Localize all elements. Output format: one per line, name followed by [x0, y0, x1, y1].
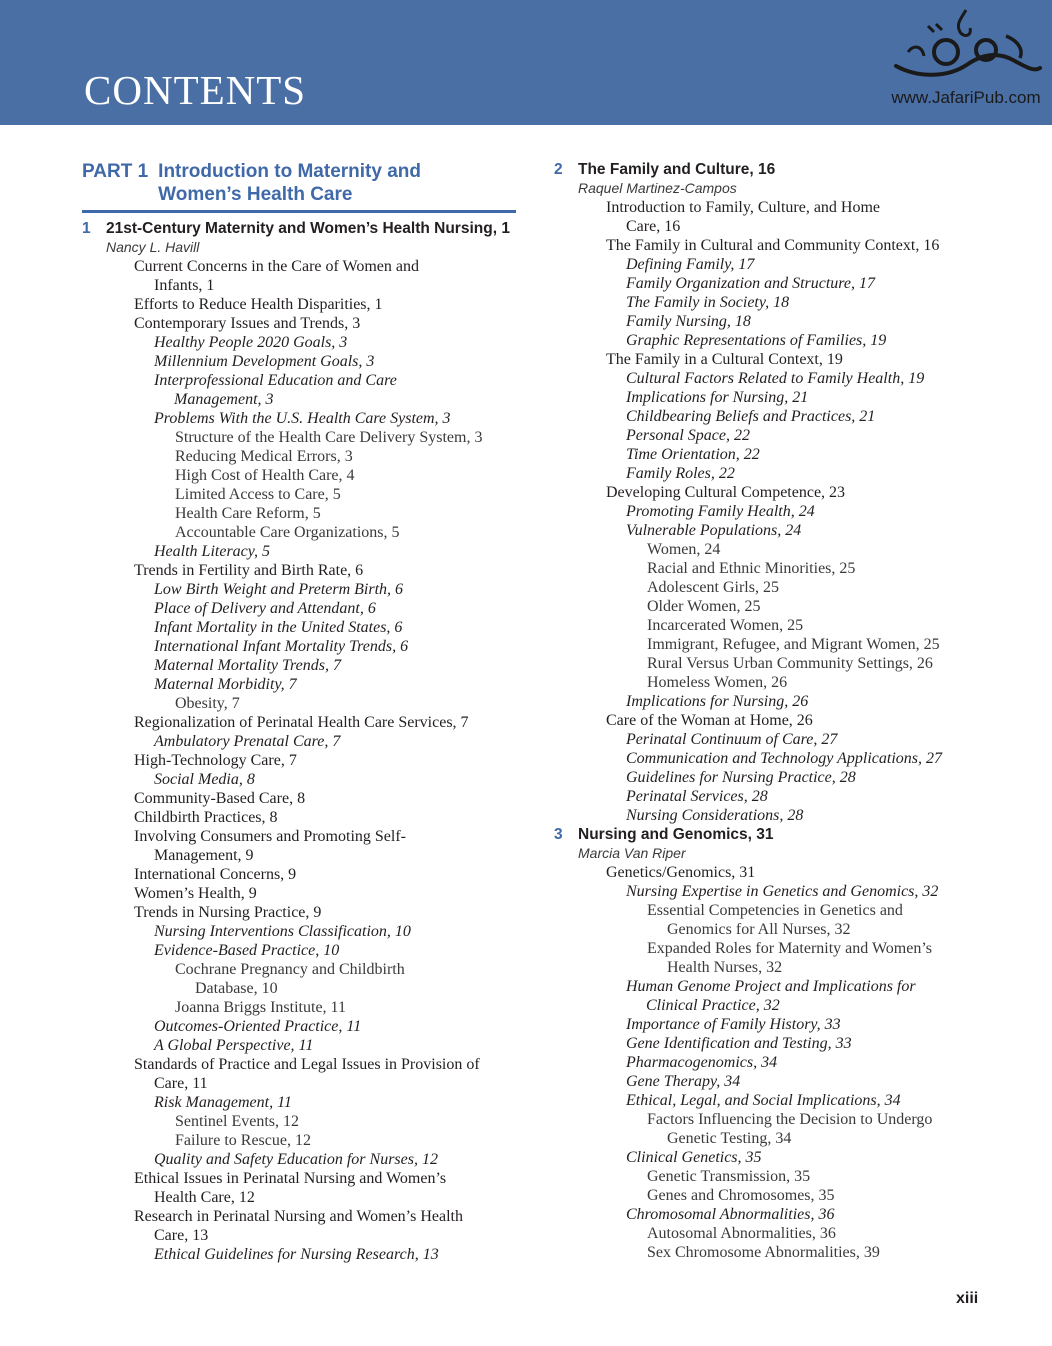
- toc-entry: Family Roles, 22: [626, 465, 735, 482]
- part-rule-divider: [82, 210, 516, 213]
- toc-entry: Health Care, 12: [154, 1189, 255, 1206]
- toc-entry: Pharmacogenomics, 34: [626, 1054, 778, 1071]
- toc-entry: Place of Delivery and Attendant, 6: [154, 600, 376, 617]
- toc-entry: Social Media, 8: [154, 771, 255, 788]
- toc-entry: Health Nurses, 32: [667, 959, 783, 976]
- toc-entry: Structure of the Health Care Delivery System, 3: [175, 429, 483, 446]
- toc-entry: A Global Perspective, 11: [154, 1037, 314, 1054]
- chapter-title: 21st-Century Maternity and Women’s Health Nursing, 1: [106, 220, 510, 237]
- toc-entry: Reducing Medical Errors, 3: [175, 448, 353, 465]
- toc-entry: Gene Therapy, 34: [626, 1073, 741, 1090]
- part-heading: [82, 160, 522, 206]
- toc-entry: Expanded Roles for Maternity and Women’s: [647, 940, 933, 957]
- toc-entry: Ethical, Legal, and Social Implications, 34: [626, 1092, 901, 1109]
- toc-entry: Communication and Technology Applications, 27: [626, 750, 942, 767]
- toc-entry: Women’s Health, 9: [134, 885, 257, 902]
- toc-entry: Personal Space, 22: [626, 427, 750, 444]
- toc-entry: Family Organization and Structure, 17: [626, 275, 876, 292]
- toc-entry: Autosomal Abnormalities, 36: [647, 1225, 836, 1242]
- chapter-number: 3: [554, 826, 563, 843]
- toc-entry: Perinatal Continuum of Care, 27: [626, 731, 838, 748]
- toc-entry: Family Nursing, 18: [626, 313, 751, 330]
- toc-entry: Defining Family, 17: [626, 256, 755, 273]
- toc-entry: Childbirth Practices, 8: [134, 809, 278, 826]
- toc-entry: The Family in Cultural and Community Context, 16: [606, 237, 940, 254]
- toc-entry: Ethical Issues in Perinatal Nursing and Women’s: [134, 1170, 447, 1187]
- chapter-author: Marcia Van Riper: [578, 845, 686, 861]
- toc-entry: Obesity, 7: [175, 695, 240, 712]
- toc-entry: Ambulatory Prenatal Care, 7: [154, 733, 341, 750]
- part-title: Introduction to Maternity and Women’s Health Care: [158, 161, 421, 205]
- toc-entry: Racial and Ethnic Minorities, 25: [647, 560, 856, 577]
- toc-entry: Infant Mortality in the United States, 6: [154, 619, 403, 636]
- toc-entry: Clinical Genetics, 35: [626, 1149, 762, 1166]
- toc-entry: International Infant Mortality Trends, 6: [154, 638, 409, 655]
- toc-entry: Sex Chromosome Abnormalities, 39: [647, 1244, 880, 1261]
- toc-entry: Graphic Representations of Families, 19: [626, 332, 887, 349]
- toc-entry: Management, 3: [174, 391, 274, 408]
- toc-entry: Maternal Morbidity, 7: [154, 676, 297, 693]
- toc-entry: Contemporary Issues and Trends, 3: [134, 315, 361, 332]
- toc-entry: Infants, 1: [154, 277, 215, 294]
- toc-entry: Care, 13: [154, 1227, 209, 1244]
- page-number: xiii: [956, 1290, 979, 1307]
- toc-entry: Implications for Nursing, 21: [626, 389, 809, 406]
- toc-entry: Limited Access to Care, 5: [175, 486, 341, 503]
- chapter-title: The Family and Culture, 16: [578, 161, 776, 178]
- toc-entry: Standards of Practice and Legal Issues in Provision of: [134, 1056, 480, 1073]
- toc-entry: Current Concerns in the Care of Women and: [134, 258, 420, 275]
- toc-entry: Efforts to Reduce Health Disparities, 1: [134, 296, 383, 313]
- toc-entry: Community-Based Care, 8: [134, 790, 306, 807]
- toc-entry: High-Technology Care, 7: [134, 752, 297, 769]
- toc-entry: Incarcerated Women, 25: [647, 617, 804, 634]
- toc-entry: Care, 11: [154, 1075, 208, 1092]
- toc-entry: Problems With the U.S. Health Care System, 3: [154, 410, 451, 427]
- toc-right-column: [554, 160, 994, 1262]
- toc-entry: Low Birth Weight and Preterm Birth, 6: [154, 581, 404, 598]
- toc-entries-left: [82, 257, 522, 1264]
- toc-entries-chapter-3: [554, 863, 994, 1262]
- toc-entry: Vulnerable Populations, 24: [626, 522, 802, 539]
- chapter-number: 2: [554, 161, 563, 178]
- toc-entry: Rural Versus Urban Community Settings, 26: [647, 655, 933, 672]
- chapter-heading: [82, 219, 522, 238]
- publisher-logo: [884, 6, 1048, 116]
- toc-entry: Guidelines for Nursing Practice, 28: [626, 769, 856, 786]
- toc-entry: Childbearing Beliefs and Practices, 21: [626, 408, 876, 425]
- toc-entry: The Family in Society, 18: [626, 294, 790, 311]
- toc-entry: Millennium Development Goals, 3: [154, 353, 375, 370]
- toc-entry: Importance of Family History, 33: [626, 1016, 841, 1033]
- page-title: CONTENTS: [84, 67, 307, 113]
- chapter-heading: [554, 160, 994, 179]
- toc-entry: Older Women, 25: [647, 598, 761, 615]
- toc-entry: High Cost of Health Care, 4: [175, 467, 355, 484]
- toc-entry: Immigrant, Refugee, and Migrant Women, 25: [647, 636, 940, 653]
- toc-entry: Healthy People 2020 Goals, 3: [154, 334, 348, 351]
- toc-entry: Nursing Interventions Classification, 10: [154, 923, 411, 940]
- toc-entry: Nursing Expertise in Genetics and Genomics, 32: [626, 883, 939, 900]
- toc-entry: Database, 10: [195, 980, 278, 997]
- toc-entry: Developing Cultural Competence, 23: [606, 484, 846, 501]
- toc-entry: Research in Perinatal Nursing and Women’s Health: [134, 1208, 463, 1225]
- toc-entry: Interprofessional Education and Care: [154, 372, 397, 389]
- toc-entry: Ethical Guidelines for Nursing Research, 13: [154, 1246, 439, 1263]
- toc-entry: Failure to Rescue, 12: [175, 1132, 311, 1149]
- toc-entry: Genetic Testing, 34: [667, 1130, 792, 1147]
- toc-entry: Genetics/Genomics, 31: [606, 864, 756, 881]
- toc-entry: Trends in Fertility and Birth Rate, 6: [134, 562, 364, 579]
- toc-entry: International Concerns, 9: [134, 866, 297, 883]
- toc-left-column: [82, 160, 522, 1264]
- calligraphy-logo-icon: [888, 6, 1044, 86]
- toc-entry: Homeless Women, 26: [647, 674, 788, 691]
- toc-entry: Involving Consumers and Promoting Self-: [134, 828, 406, 845]
- toc-entry: Quality and Safety Education for Nurses, 12: [154, 1151, 438, 1168]
- toc-entry: Health Care Reform, 5: [175, 505, 321, 522]
- toc-entry: Time Orientation, 22: [626, 446, 760, 463]
- toc-entries-chapter-2: [554, 198, 994, 825]
- toc-entry: Introduction to Family, Culture, and Home: [606, 199, 881, 216]
- toc-entry: Human Genome Project and Implications for: [626, 978, 916, 995]
- toc-entry: Genetic Transmission, 35: [647, 1168, 811, 1185]
- chapter-number: 1: [82, 220, 91, 237]
- toc-entry: The Family in a Cultural Context, 19: [606, 351, 843, 368]
- chapter-heading: [554, 825, 994, 844]
- toc-entry: Trends in Nursing Practice, 9: [134, 904, 322, 921]
- chapter-title: Nursing and Genomics, 31: [578, 826, 774, 843]
- toc-entry: Evidence-Based Practice, 10: [154, 942, 340, 959]
- toc-entry: Cochrane Pregnancy and Childbirth: [175, 961, 405, 978]
- part-label: PART 1: [82, 161, 149, 182]
- logo-url: www.JafariPub.com: [891, 88, 1041, 107]
- toc-entry: Regionalization of Perinatal Health Care Services, 7: [134, 714, 469, 731]
- toc-entry: Health Literacy, 5: [154, 543, 270, 560]
- toc-entry: Care of the Woman at Home, 26: [606, 712, 813, 729]
- toc-entry: Sentinel Events, 12: [175, 1113, 299, 1130]
- toc-entry: Maternal Mortality Trends, 7: [154, 657, 341, 674]
- toc-entry: Risk Management, 11: [154, 1094, 292, 1111]
- chapter-author: Raquel Martinez-Campos: [578, 180, 737, 196]
- toc-entry: Implications for Nursing, 26: [626, 693, 809, 710]
- toc-entry: Nursing Considerations, 28: [626, 807, 804, 824]
- toc-entry: Chromosomal Abnormalities, 36: [626, 1206, 835, 1223]
- toc-entry: Care, 16: [626, 218, 681, 235]
- toc-entry: Promoting Family Health, 24: [626, 503, 815, 520]
- toc-entry: Perinatal Services, 28: [626, 788, 768, 805]
- toc-entry: Factors Influencing the Decision to Undergo: [647, 1111, 933, 1128]
- header-banner: [0, 0, 1052, 125]
- toc-entry: Accountable Care Organizations, 5: [175, 524, 400, 541]
- toc-entry: Clinical Practice, 32: [646, 997, 780, 1014]
- toc-entry: Genes and Chromosomes, 35: [647, 1187, 835, 1204]
- toc-entry: Women, 24: [647, 541, 721, 558]
- toc-entry: Gene Identification and Testing, 33: [626, 1035, 852, 1052]
- toc-entry: Management, 9: [154, 847, 254, 864]
- toc-entry: Adolescent Girls, 25: [647, 579, 779, 596]
- toc-entry: Joanna Briggs Institute, 11: [175, 999, 346, 1016]
- toc-entry: Cultural Factors Related to Family Health, 19: [626, 370, 925, 387]
- toc-entry: Outcomes-Oriented Practice, 11: [154, 1018, 362, 1035]
- toc-entry: Genomics for All Nurses, 32: [667, 921, 851, 938]
- chapter-author: Nancy L. Havill: [106, 239, 200, 255]
- toc-entry: Essential Competencies in Genetics and: [647, 902, 903, 919]
